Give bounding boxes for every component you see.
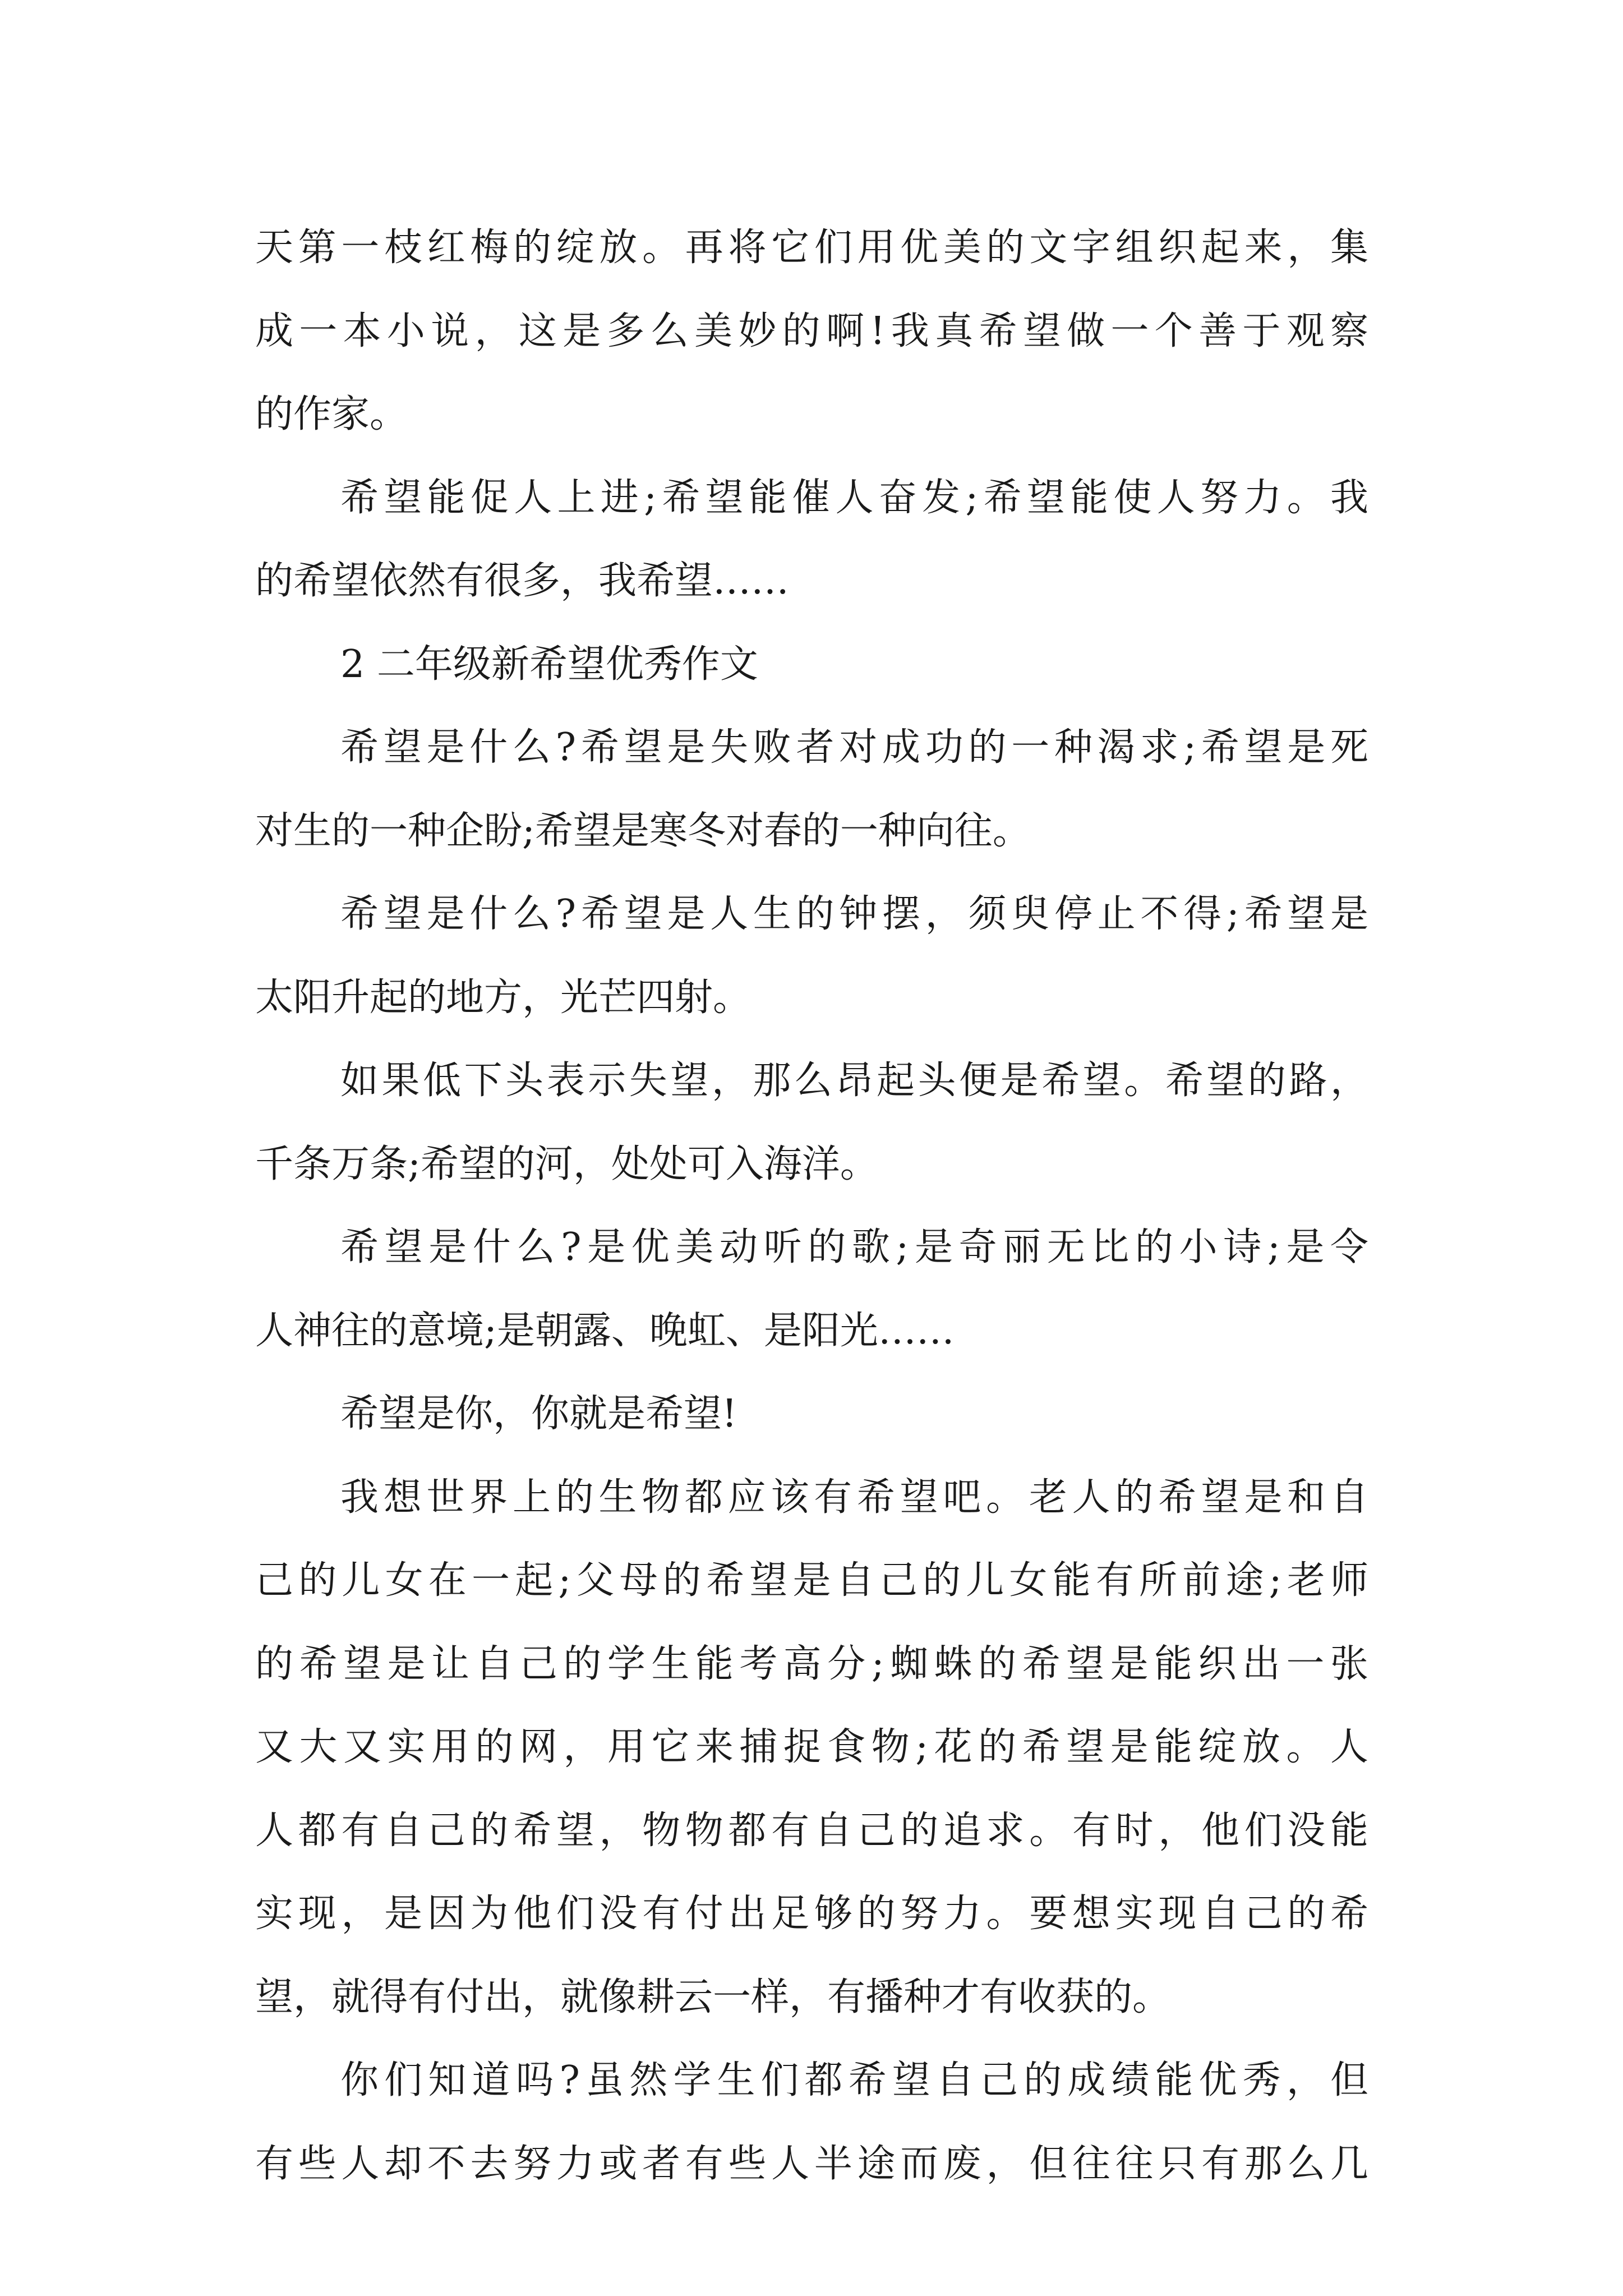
text-line: 希望是什么?希望是失败者对成功的一种渴求;希望是死	[340, 725, 1368, 770]
text-line: 你们知道吗?虽然学生们都希望自己的成绩能优秀，但	[340, 2058, 1368, 2102]
text-line: 成一本小说，这是多么美妙的啊!我真希望做一个善于观察	[255, 309, 1368, 353]
text-line: 希望是你，你就是希望!	[340, 1392, 737, 1436]
text-line: 千条万条;希望的河，处处可入海洋。	[255, 1142, 878, 1186]
text-line: 希望是什么?希望是人生的钟摆，须臾停止不得;希望是	[340, 892, 1368, 936]
text-line: 希望能促人上进;希望能催人奋发;希望能使人努力。我	[340, 475, 1368, 520]
text-line: 希望是什么?是优美动听的歌;是奇丽无比的小诗;是令	[340, 1225, 1368, 1269]
text-line: 2 二年级新希望优秀作文	[340, 642, 758, 687]
text-line: 的作家。	[255, 392, 408, 436]
text-line: 天第一枝红梅的绽放。再将它们用优美的文字组织起来，集	[255, 226, 1368, 270]
body-text	[255, 206, 1368, 2206]
text-line: 实现，是因为他们没有付出足够的努力。要想实现自己的希	[255, 1892, 1368, 1936]
text-line: 人神往的意境;是朝露、晚虹、是阳光……	[255, 1308, 955, 1353]
text-line: 望，就得有付出，就像耕云一样，有播种才有收获的。	[255, 1975, 1171, 2019]
text-line: 人都有自己的希望，物物都有自己的追求。有时，他们没能	[255, 1808, 1368, 1853]
text-line: 的希望依然有很多，我希望……	[255, 559, 790, 603]
text-line: 太阳升起的地方，光芒四射。	[255, 975, 751, 1020]
text-line: 如果低下头表示失望，那么昂起头便是希望。希望的路，	[340, 1059, 1368, 1103]
text-line: 对生的一种企盼;希望是寒冬对春的一种向往。	[255, 808, 1031, 853]
text-line: 又大又实用的网，用它来捕捉食物;花的希望是能绽放。人	[255, 1725, 1368, 1769]
text-line: 我想世界上的生物都应该有希望吧。老人的希望是和自	[340, 1475, 1368, 1520]
text-line: 的希望是让自己的学生能考高分;蜘蛛的希望是能织出一张	[255, 1641, 1368, 1686]
text-line: 有些人却不去努力或者有些人半途而废，但往往只有那么几	[255, 2141, 1368, 2186]
text-line: 己的儿女在一起;父母的希望是自己的儿女能有所前途;老师	[255, 1558, 1368, 1603]
